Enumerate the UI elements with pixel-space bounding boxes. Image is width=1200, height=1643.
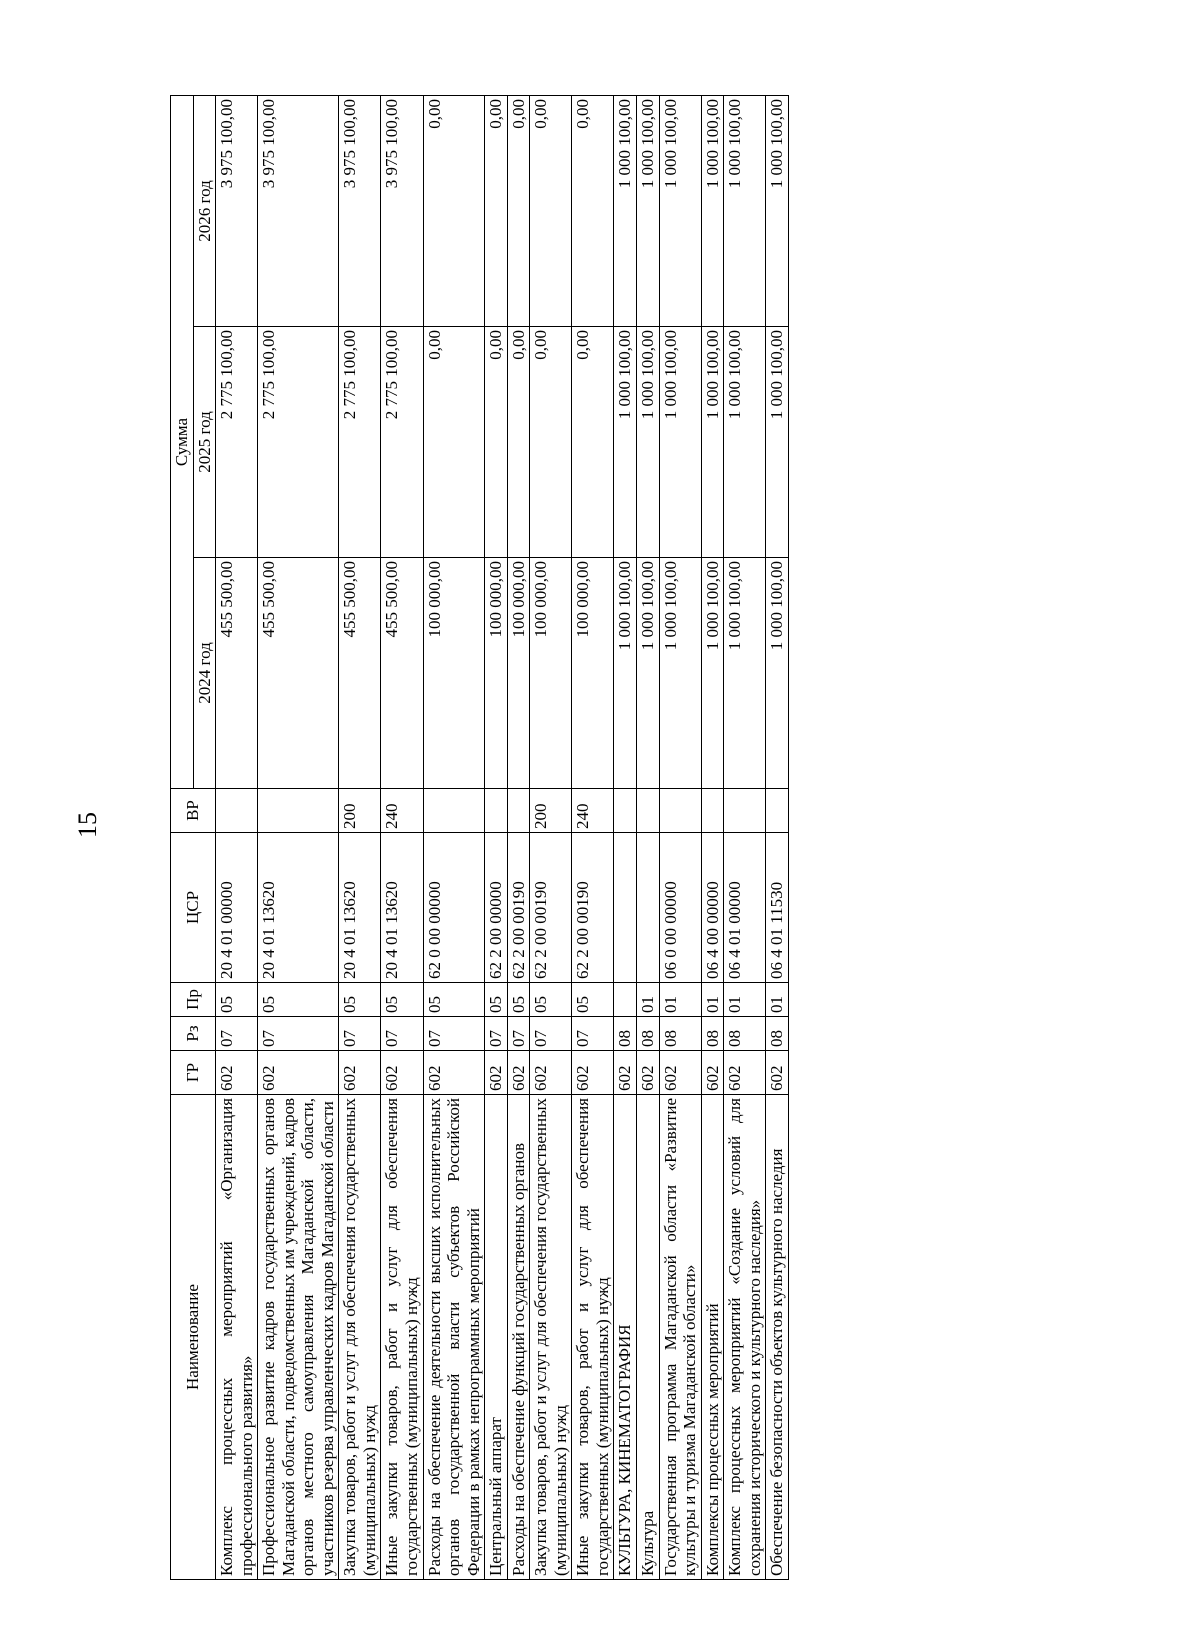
sum-2026-cell: 3 975 100,00 bbox=[216, 95, 258, 326]
rz-cell: 07 bbox=[572, 1017, 614, 1051]
vr-cell bbox=[423, 789, 485, 833]
name-cell: Культура bbox=[637, 1095, 660, 1580]
vr-cell: 200 bbox=[530, 789, 572, 833]
table-row bbox=[507, 95, 530, 1579]
csr-cell bbox=[614, 833, 637, 983]
pr-cell: 01 bbox=[659, 983, 701, 1017]
csr-cell: 20 4 01 13620 bbox=[258, 833, 339, 983]
header-csr: ЦСР bbox=[171, 833, 216, 983]
sum-2025-cell: 1 000 100,00 bbox=[614, 327, 637, 558]
rz-cell: 08 bbox=[724, 1017, 766, 1051]
sum-2025-cell: 1 000 100,00 bbox=[637, 327, 660, 558]
sum-2026-cell: 3 975 100,00 bbox=[381, 95, 423, 326]
sum-2026-cell: 1 000 100,00 bbox=[659, 95, 701, 326]
pr-cell: 01 bbox=[724, 983, 766, 1017]
gr-cell: 602 bbox=[659, 1051, 701, 1095]
rz-cell: 07 bbox=[423, 1017, 485, 1051]
sum-2026-cell: 0,00 bbox=[507, 95, 530, 326]
pr-cell: 05 bbox=[485, 983, 508, 1017]
table-header bbox=[171, 95, 216, 1579]
sum-2026-cell: 1 000 100,00 bbox=[637, 95, 660, 326]
rz-cell: 07 bbox=[216, 1017, 258, 1051]
table-row bbox=[485, 95, 508, 1579]
sum-2026-cell: 1 000 100,00 bbox=[701, 95, 724, 326]
sum-2026-cell: 3 975 100,00 bbox=[258, 95, 339, 326]
sum-2025-cell: 0,00 bbox=[530, 327, 572, 558]
table-row bbox=[724, 95, 766, 1579]
sum-2025-cell: 2 775 100,00 bbox=[381, 327, 423, 558]
rz-cell: 07 bbox=[381, 1017, 423, 1051]
pr-cell: 05 bbox=[216, 983, 258, 1017]
csr-cell bbox=[637, 833, 660, 983]
rz-cell: 07 bbox=[530, 1017, 572, 1051]
name-cell: КУЛЬТУРА, КИНЕМАТОГРАФИЯ bbox=[614, 1095, 637, 1580]
gr-cell: 602 bbox=[216, 1051, 258, 1095]
name-cell: Комплекс процессных мероприятий «Создание условий для сохранения исторического и культурного наследия» bbox=[724, 1095, 766, 1580]
header-rz: Рз bbox=[171, 1017, 216, 1051]
gr-cell: 602 bbox=[485, 1051, 508, 1095]
gr-cell: 602 bbox=[530, 1051, 572, 1095]
name-cell: Комплекс процессных мероприятий «Организация профессионального развития» bbox=[216, 1095, 258, 1580]
name-cell: Иные закупки товаров, работ и услуг для обеспечения государственных (муниципальных) нужд bbox=[572, 1095, 614, 1580]
rz-cell: 07 bbox=[258, 1017, 339, 1051]
csr-cell: 62 2 00 00000 bbox=[485, 833, 508, 983]
gr-cell: 602 bbox=[766, 1051, 789, 1095]
sum-2025-cell: 2 775 100,00 bbox=[216, 327, 258, 558]
header-2025: 2025 год bbox=[193, 327, 216, 558]
vr-cell bbox=[258, 789, 339, 833]
sum-2025-cell: 0,00 bbox=[507, 327, 530, 558]
name-cell: Профессиональное развитие кадров государственных органов Магаданской области, подведомственных им учреждений, кадров органов местного самоуправления Магаданской области, участников резерва управленческих кадров Магаданской области bbox=[258, 1095, 339, 1580]
name-cell: Закупка товаров, работ и услуг для обеспечения государственных (муниципальных) нужд bbox=[530, 1095, 572, 1580]
sum-2025-cell: 0,00 bbox=[485, 327, 508, 558]
gr-cell: 602 bbox=[724, 1051, 766, 1095]
rz-cell: 07 bbox=[507, 1017, 530, 1051]
rz-cell: 08 bbox=[766, 1017, 789, 1051]
sum-2024-cell: 100 000,00 bbox=[485, 558, 508, 789]
rotated-table-container bbox=[170, 95, 1070, 1580]
gr-cell: 602 bbox=[339, 1051, 381, 1095]
table-row bbox=[339, 95, 381, 1579]
header-pr: Пр bbox=[171, 983, 216, 1017]
rz-cell: 08 bbox=[701, 1017, 724, 1051]
header-name: Наименование bbox=[171, 1095, 216, 1580]
pr-cell: 05 bbox=[423, 983, 485, 1017]
table-row bbox=[637, 95, 660, 1579]
name-cell: Иные закупки товаров, работ и услуг для обеспечения государственных (муниципальных) нужд bbox=[381, 1095, 423, 1580]
pr-cell bbox=[614, 983, 637, 1017]
table-body bbox=[216, 95, 789, 1579]
sum-2024-cell: 455 500,00 bbox=[381, 558, 423, 789]
pr-cell: 05 bbox=[530, 983, 572, 1017]
pr-cell: 05 bbox=[381, 983, 423, 1017]
sum-2026-cell: 3 975 100,00 bbox=[339, 95, 381, 326]
rz-cell: 07 bbox=[485, 1017, 508, 1051]
table-row bbox=[423, 95, 485, 1579]
sum-2024-cell: 1 000 100,00 bbox=[701, 558, 724, 789]
name-cell: Центральный аппарат bbox=[485, 1095, 508, 1580]
sum-2025-cell: 1 000 100,00 bbox=[766, 327, 789, 558]
name-cell: Закупка товаров, работ и услуг для обеспечения государственных (муниципальных) нужд bbox=[339, 1095, 381, 1580]
csr-cell: 20 4 01 13620 bbox=[339, 833, 381, 983]
gr-cell: 602 bbox=[381, 1051, 423, 1095]
gr-cell: 602 bbox=[572, 1051, 614, 1095]
table-row bbox=[572, 95, 614, 1579]
vr-cell bbox=[637, 789, 660, 833]
sum-2024-cell: 100 000,00 bbox=[507, 558, 530, 789]
sum-2025-cell: 1 000 100,00 bbox=[701, 327, 724, 558]
sum-2026-cell: 1 000 100,00 bbox=[614, 95, 637, 326]
sum-2024-cell: 455 500,00 bbox=[258, 558, 339, 789]
name-cell: Обеспечение безопасности объектов культурного наследия bbox=[766, 1095, 789, 1580]
sum-2026-cell: 0,00 bbox=[423, 95, 485, 326]
pr-cell: 01 bbox=[637, 983, 660, 1017]
csr-cell: 62 2 00 00190 bbox=[507, 833, 530, 983]
vr-cell: 240 bbox=[381, 789, 423, 833]
rz-cell: 08 bbox=[614, 1017, 637, 1051]
gr-cell: 602 bbox=[637, 1051, 660, 1095]
sum-2026-cell: 1 000 100,00 bbox=[724, 95, 766, 326]
sum-2024-cell: 455 500,00 bbox=[339, 558, 381, 789]
csr-cell: 06 4 00 00000 bbox=[701, 833, 724, 983]
budget-table bbox=[170, 95, 789, 1580]
vr-cell bbox=[659, 789, 701, 833]
csr-cell: 62 2 00 00190 bbox=[572, 833, 614, 983]
vr-cell bbox=[507, 789, 530, 833]
table-row bbox=[258, 95, 339, 1579]
rz-cell: 08 bbox=[659, 1017, 701, 1051]
header-sum: Сумма bbox=[171, 95, 194, 788]
pr-cell: 05 bbox=[258, 983, 339, 1017]
gr-cell: 602 bbox=[507, 1051, 530, 1095]
gr-cell: 602 bbox=[614, 1051, 637, 1095]
gr-cell: 602 bbox=[258, 1051, 339, 1095]
sum-2025-cell: 2 775 100,00 bbox=[258, 327, 339, 558]
sum-2024-cell: 100 000,00 bbox=[572, 558, 614, 789]
rz-cell: 07 bbox=[339, 1017, 381, 1051]
sum-2026-cell: 0,00 bbox=[485, 95, 508, 326]
pr-cell: 05 bbox=[507, 983, 530, 1017]
table-row bbox=[530, 95, 572, 1579]
header-2026: 2026 год bbox=[193, 95, 216, 326]
pr-cell: 05 bbox=[572, 983, 614, 1017]
sum-2024-cell: 1 000 100,00 bbox=[637, 558, 660, 789]
sum-2024-cell: 1 000 100,00 bbox=[614, 558, 637, 789]
vr-cell bbox=[485, 789, 508, 833]
table-row bbox=[701, 95, 724, 1579]
sum-2025-cell: 0,00 bbox=[572, 327, 614, 558]
table-row bbox=[614, 95, 637, 1579]
vr-cell bbox=[701, 789, 724, 833]
header-2024: 2024 год bbox=[193, 558, 216, 789]
table-row bbox=[216, 95, 258, 1579]
header-gr: ГР bbox=[171, 1051, 216, 1095]
csr-cell: 06 4 01 00000 bbox=[724, 833, 766, 983]
name-cell: Комплексы процессных мероприятий bbox=[701, 1095, 724, 1580]
sum-2026-cell: 0,00 bbox=[572, 95, 614, 326]
vr-cell bbox=[766, 789, 789, 833]
csr-cell: 62 2 00 00190 bbox=[530, 833, 572, 983]
pr-cell: 01 bbox=[701, 983, 724, 1017]
name-cell: Государственная программа Магаданской области «Развитие культуры и туризма Магаданской области» bbox=[659, 1095, 701, 1580]
rz-cell: 08 bbox=[637, 1017, 660, 1051]
csr-cell: 20 4 01 13620 bbox=[381, 833, 423, 983]
csr-cell: 20 4 01 00000 bbox=[216, 833, 258, 983]
sum-2024-cell: 100 000,00 bbox=[423, 558, 485, 789]
sum-2024-cell: 455 500,00 bbox=[216, 558, 258, 789]
gr-cell: 602 bbox=[423, 1051, 485, 1095]
vr-cell: 240 bbox=[572, 789, 614, 833]
sum-2024-cell: 100 000,00 bbox=[530, 558, 572, 789]
vr-cell bbox=[614, 789, 637, 833]
sum-2025-cell: 1 000 100,00 bbox=[659, 327, 701, 558]
vr-cell bbox=[216, 789, 258, 833]
sum-2024-cell: 1 000 100,00 bbox=[724, 558, 766, 789]
header-vr: ВР bbox=[171, 789, 216, 833]
pr-cell: 05 bbox=[339, 983, 381, 1017]
sum-2025-cell: 2 775 100,00 bbox=[339, 327, 381, 558]
sum-2026-cell: 1 000 100,00 bbox=[766, 95, 789, 326]
page-number: 15 bbox=[73, 812, 102, 838]
csr-cell: 06 4 01 11530 bbox=[766, 833, 789, 983]
sum-2025-cell: 1 000 100,00 bbox=[724, 327, 766, 558]
pr-cell: 01 bbox=[766, 983, 789, 1017]
sum-2025-cell: 0,00 bbox=[423, 327, 485, 558]
sum-2024-cell: 1 000 100,00 bbox=[766, 558, 789, 789]
gr-cell: 602 bbox=[701, 1051, 724, 1095]
table-row bbox=[659, 95, 701, 1579]
csr-cell: 62 0 00 00000 bbox=[423, 833, 485, 983]
table-row bbox=[381, 95, 423, 1579]
sum-2024-cell: 1 000 100,00 bbox=[659, 558, 701, 789]
vr-cell bbox=[724, 789, 766, 833]
name-cell: Расходы на обеспечение функций государственных органов bbox=[507, 1095, 530, 1580]
sum-2026-cell: 0,00 bbox=[530, 95, 572, 326]
vr-cell: 200 bbox=[339, 789, 381, 833]
csr-cell: 06 0 00 00000 bbox=[659, 833, 701, 983]
table-row bbox=[766, 95, 789, 1579]
name-cell: Расходы на обеспечение деятельности высших исполнительных органов государственной власти субъектов Российской Федерации в рамках непрограммных мероприятий bbox=[423, 1095, 485, 1580]
